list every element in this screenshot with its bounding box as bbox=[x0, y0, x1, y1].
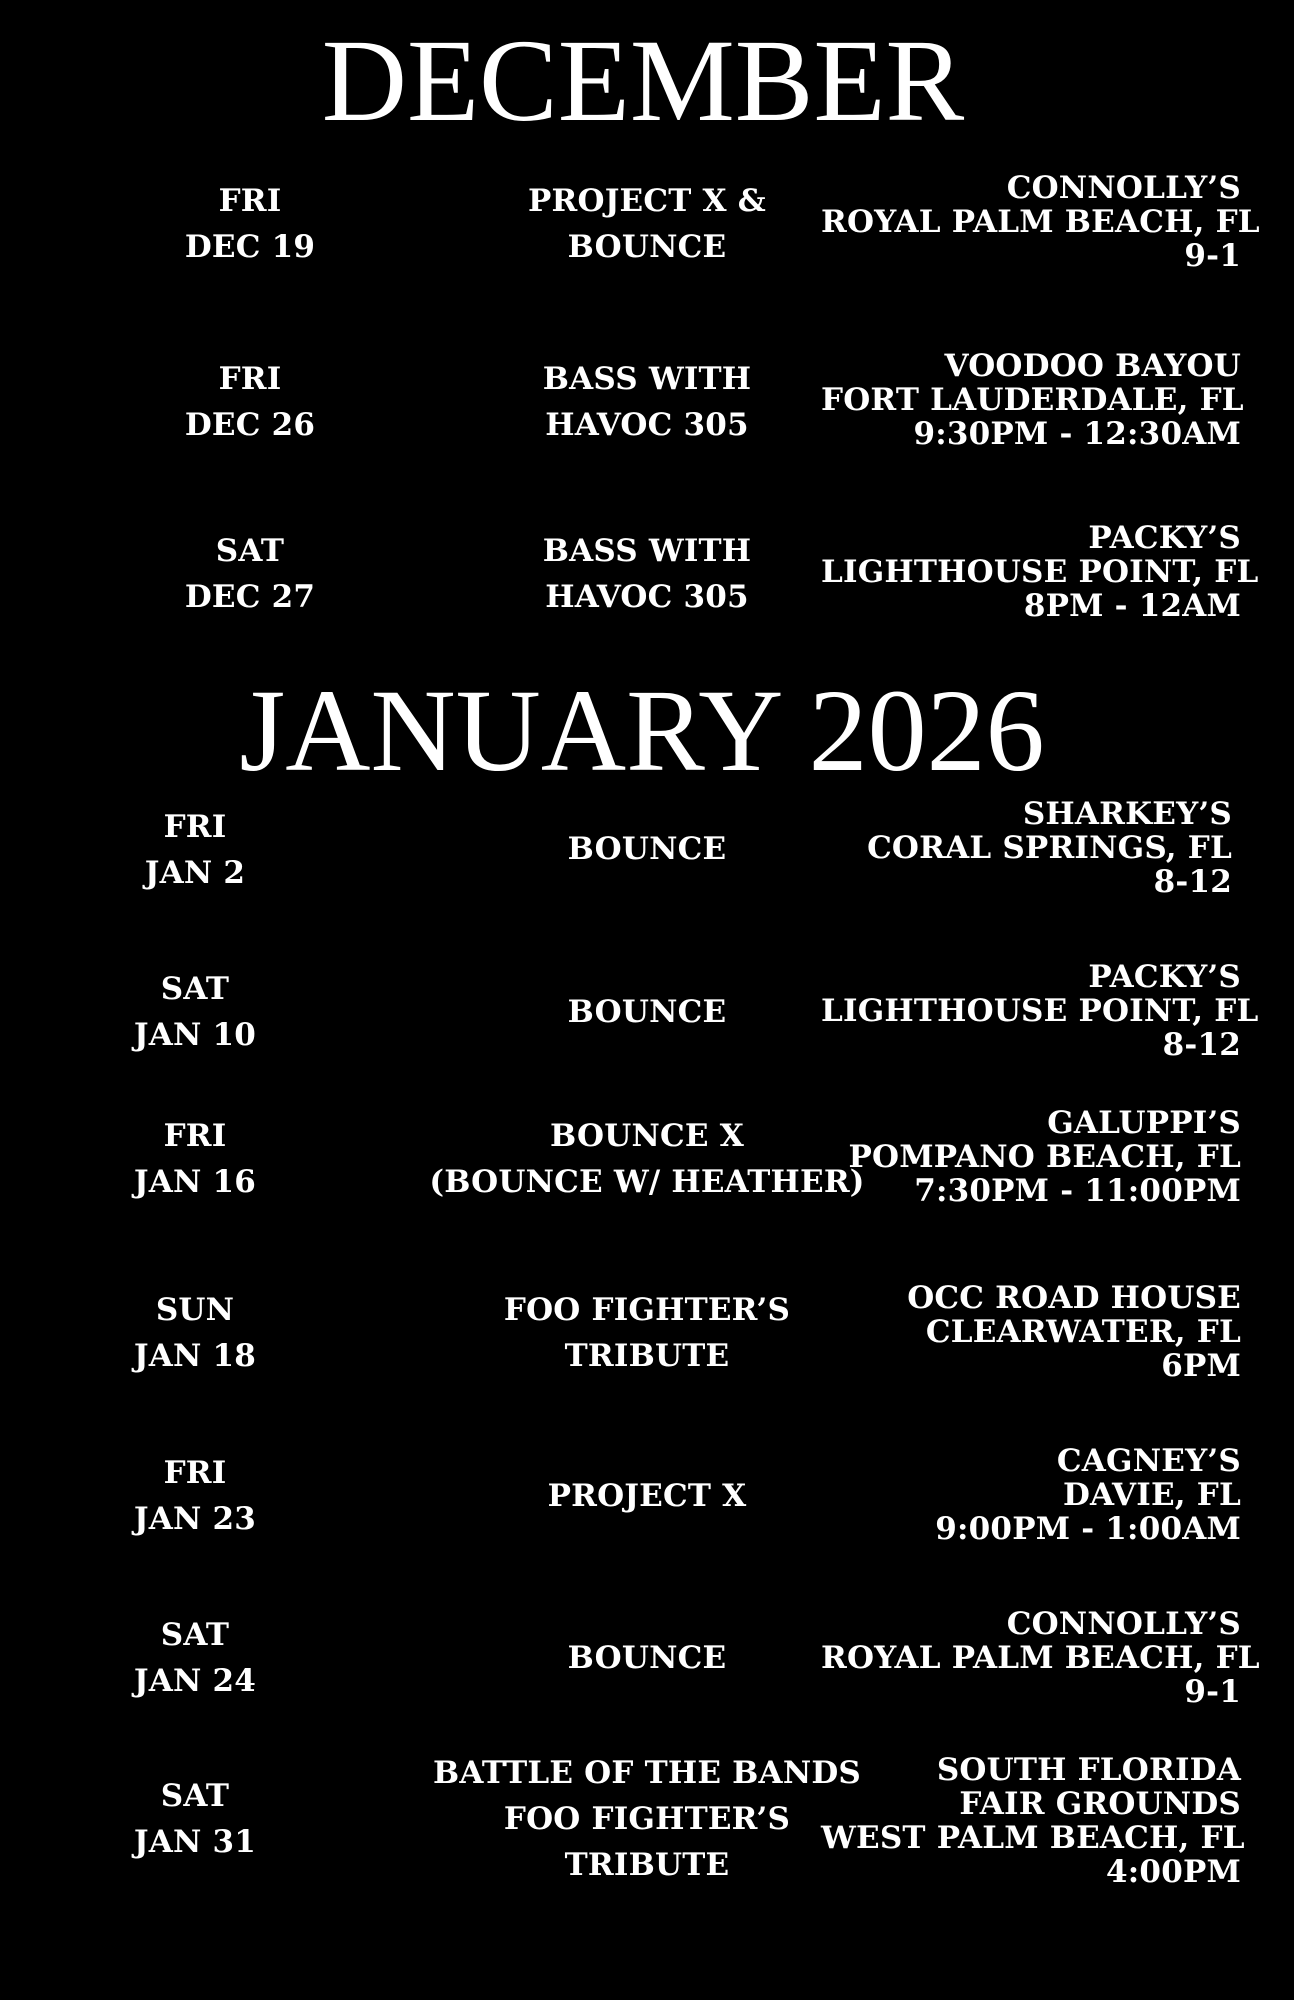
event-date bbox=[85, 1773, 305, 1865]
text-line: 8PM - 12AM bbox=[1023, 588, 1241, 624]
text-line: BASS WITH bbox=[542, 361, 752, 397]
event-date bbox=[85, 804, 305, 896]
text-line: LIGHTHOUSE POINT, FL bbox=[821, 993, 1259, 1029]
text-line: WEST PALM BEACH, FL bbox=[821, 1820, 1245, 1856]
event-date-text: JAN 2 bbox=[144, 855, 246, 891]
text-line: PROJECT X & bbox=[528, 183, 766, 219]
event-day: FRI bbox=[163, 1118, 227, 1154]
event-venue bbox=[821, 520, 1259, 624]
event-date bbox=[85, 1113, 305, 1205]
event-day: SAT bbox=[160, 971, 230, 1007]
text-line: BOUNCE X bbox=[550, 1118, 744, 1154]
text-line: BATTLE OF THE BANDS bbox=[432, 1755, 862, 1791]
text-line: 9-1 bbox=[1184, 1674, 1241, 1710]
text-line: ROYAL PALM BEACH, FL bbox=[821, 204, 1260, 240]
text-line: POMPANO BEACH, FL bbox=[848, 1139, 1241, 1175]
text-line: DAVIE, FL bbox=[1062, 1477, 1241, 1513]
text-line: 9:30PM - 12:30AM bbox=[913, 416, 1241, 452]
event-band bbox=[427, 1113, 867, 1205]
event-band bbox=[427, 178, 867, 270]
text-line: PACKY’S bbox=[1088, 959, 1241, 995]
event-day: FRI bbox=[218, 183, 282, 219]
text-line: SOUTH FLORIDA bbox=[936, 1752, 1241, 1788]
event-date-text: JAN 16 bbox=[133, 1164, 257, 1200]
event-venue bbox=[821, 1752, 1245, 1890]
text-line: 7:30PM - 11:00PM bbox=[914, 1173, 1241, 1209]
event-date bbox=[140, 178, 360, 270]
event-venue bbox=[821, 1444, 1241, 1546]
event-day: SAT bbox=[160, 1778, 230, 1814]
event-venue bbox=[821, 1106, 1241, 1208]
text-line: ROYAL PALM BEACH, FL bbox=[821, 1640, 1260, 1676]
text-line: GALUPPI’S bbox=[1047, 1105, 1241, 1141]
event-day: FRI bbox=[218, 361, 282, 397]
text-line: BOUNCE bbox=[567, 229, 727, 265]
event-date bbox=[85, 1612, 305, 1704]
event-band bbox=[427, 1750, 867, 1888]
month-heading-january: JANUARY 2026 bbox=[239, 665, 1045, 796]
text-line: BOUNCE bbox=[567, 994, 727, 1030]
text-line: FOO FIGHTER’S bbox=[503, 1801, 791, 1837]
event-date-text: JAN 31 bbox=[133, 1824, 257, 1860]
text-line: HAVOC 305 bbox=[545, 407, 749, 443]
event-date-text: DEC 26 bbox=[184, 407, 316, 443]
event-date bbox=[140, 528, 360, 620]
text-line: (BOUNCE W/ HEATHER) bbox=[429, 1164, 865, 1200]
text-line: OCC ROAD HOUSE bbox=[907, 1280, 1241, 1316]
event-band bbox=[427, 989, 867, 1035]
event-date bbox=[85, 1287, 305, 1379]
text-line: TRIBUTE bbox=[564, 1847, 730, 1883]
text-line: PROJECT X bbox=[547, 1478, 747, 1514]
event-band bbox=[427, 528, 867, 620]
event-venue bbox=[821, 959, 1259, 1063]
event-day: SUN bbox=[155, 1292, 235, 1328]
text-line: CLEARWATER, FL bbox=[925, 1314, 1241, 1350]
event-band bbox=[427, 1635, 867, 1681]
event-band bbox=[427, 1287, 867, 1379]
text-line: 8-12 bbox=[1153, 864, 1232, 900]
event-date-text: JAN 23 bbox=[133, 1501, 257, 1537]
event-date bbox=[85, 1450, 305, 1542]
event-day: SAT bbox=[160, 1617, 230, 1653]
text-line: CONNOLLY’S bbox=[1006, 1606, 1241, 1642]
event-venue bbox=[821, 170, 1260, 274]
text-line: BASS WITH bbox=[542, 533, 752, 569]
event-day: FRI bbox=[163, 809, 227, 845]
event-band bbox=[427, 356, 867, 448]
text-line: BOUNCE bbox=[567, 831, 727, 867]
text-line: 4:00PM bbox=[1106, 1854, 1241, 1890]
text-line: FAIR GROUNDS bbox=[959, 1786, 1241, 1822]
month-heading-december: DECEMBER bbox=[321, 15, 965, 146]
event-venue bbox=[821, 1606, 1260, 1710]
event-date-text: DEC 19 bbox=[184, 229, 316, 265]
text-line: TRIBUTE bbox=[564, 1338, 730, 1374]
text-line: 9-1 bbox=[1184, 238, 1241, 274]
event-venue bbox=[821, 348, 1244, 452]
event-date bbox=[85, 966, 305, 1058]
event-band bbox=[427, 826, 867, 872]
text-line: 6PM bbox=[1161, 1348, 1241, 1384]
event-venue bbox=[821, 1281, 1241, 1383]
event-date-text: DEC 27 bbox=[184, 579, 316, 615]
text-line: BOUNCE bbox=[567, 1640, 727, 1676]
text-line: HAVOC 305 bbox=[545, 579, 749, 615]
event-venue bbox=[812, 797, 1232, 899]
text-line: FOO FIGHTER’S bbox=[503, 1292, 791, 1328]
text-line: 9:00PM - 1:00AM bbox=[935, 1511, 1241, 1547]
text-line: LIGHTHOUSE POINT, FL bbox=[821, 554, 1259, 590]
text-line: PACKY’S bbox=[1088, 520, 1241, 556]
text-line: FORT LAUDERDALE, FL bbox=[821, 382, 1244, 418]
event-date-text: JAN 18 bbox=[133, 1338, 257, 1374]
text-line: CORAL SPRINGS, FL bbox=[867, 830, 1232, 866]
text-line: CAGNEY’S bbox=[1056, 1443, 1241, 1479]
text-line: SHARKEY’S bbox=[1022, 796, 1232, 832]
text-line: VOODOO BAYOU bbox=[944, 348, 1241, 384]
event-day: FRI bbox=[163, 1455, 227, 1491]
text-line: 8-12 bbox=[1162, 1027, 1241, 1063]
event-day: SAT bbox=[215, 533, 285, 569]
event-date bbox=[140, 356, 360, 448]
text-line: CONNOLLY’S bbox=[1006, 170, 1241, 206]
event-date-text: JAN 10 bbox=[133, 1017, 257, 1053]
event-band bbox=[427, 1473, 867, 1519]
event-date-text: JAN 24 bbox=[133, 1663, 257, 1699]
